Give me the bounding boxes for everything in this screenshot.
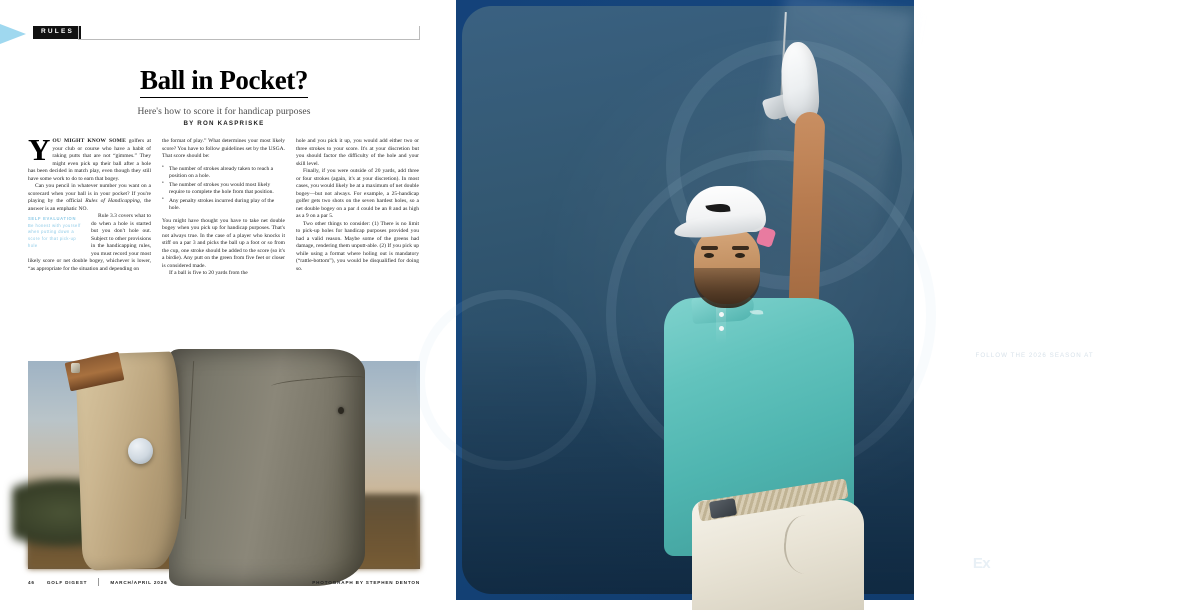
para-head: Can you pencil in whatever number you want on a scorecard when your ball is in your pocket? If you're playing by the official [28, 183, 151, 205]
drop-cap: Y [28, 132, 51, 167]
svg-text:T: T [1024, 300, 1030, 309]
ad-url[interactable]: PGATOUR.COM [1096, 352, 1155, 359]
golfer-eyebrow [732, 246, 749, 250]
lead-smallcaps: OU MIGHT KNOW SOME [52, 138, 126, 144]
photo-belt-buckle [71, 363, 80, 373]
pull-note-title: SELF EVALUATION [28, 216, 77, 222]
pga-tour-logo [1012, 258, 1062, 322]
body-column-3 [296, 138, 419, 350]
golfer-shirt-button [719, 312, 724, 317]
advertisement-page[interactable] [456, 0, 1157, 600]
section-kicker-badge: RULES [33, 26, 81, 39]
body-column-1 [28, 132, 151, 350]
page-title: Ball in Pocket? [140, 66, 308, 98]
ad-subline[interactable] [950, 352, 1180, 359]
body-columns [28, 132, 420, 350]
photo-credit: PHOTOGRAPH BY STEPHEN DENTON [312, 579, 420, 585]
lead-rest: golfers at your club or course who have a habit of raking putts that are not “gimmes.” They might even pick up their ball after a hole has been decided in match play, even though they still have some work to do to earn that bogey. [28, 138, 151, 182]
magazine-name: GOLF DIGEST [46, 579, 88, 585]
svg-text:G: G [1023, 280, 1031, 290]
paragraph: You might have thought you have to take net double bogey when you pick up for handicap purposes. That's not always true. In the case of a player who knocks it stiff on a par 3 and picks the ball up a foot or so from the cup, one stroke should be added to the score (so it's a birdie). Any putt on the green from five feet or closer is considered made. [162, 217, 285, 269]
ad-tagline: WHERE THE BEST BELONG [973, 334, 1157, 348]
headline-block [28, 66, 420, 127]
fedex-logo [948, 556, 1007, 571]
para-tail: , the answer is an emphatic NO. [28, 198, 151, 212]
list-item: • The number of strokes you would most likely require to complete the hole from that position. [162, 182, 285, 197]
paragraph: Two other things to consider: (1) There is no limit to pick-up holes for handicap purposes provided you had a valid reason. Maybe some of the greens had damage, rendering them unputt-able. (2) If you pick up while using a format where holing out is mandatory (“rattle-bottom”), you would be disqualified for doing so. [296, 220, 419, 272]
golfer-eyebrow [701, 246, 718, 250]
page-number: 46 [28, 579, 35, 585]
fedex-ex-text: Ex [972, 555, 991, 572]
golf-tee-icon [993, 557, 1007, 571]
pull-note-body: Be honest with yourself when putting down a score for that pick-up hole [28, 222, 81, 248]
golfer-photo [664, 0, 914, 600]
pull-note [28, 216, 85, 249]
golfer-eye [735, 253, 745, 258]
body-column-2 [162, 138, 285, 350]
editorial-page [0, 0, 456, 600]
paragraph [28, 183, 151, 213]
golfer-eye [704, 253, 714, 258]
page-footer [28, 578, 420, 586]
article-deck: Here's how to score it for handicap purposes [137, 107, 311, 118]
rail-divider [78, 26, 420, 40]
criteria-list [162, 166, 285, 213]
photo-golf-ball [128, 438, 153, 464]
article-photo [28, 361, 420, 569]
article-byline: BY RON KASPRISKE [183, 120, 265, 128]
photo-pocket-button [338, 407, 344, 414]
paragraph: Finally, if you were outside of 20 yards, add three or four strokes (again, it's at your discretion). In most cases, you would likely be at a maximum of net double bogey—but not always. For example, a 25-handicap golfer gets two shots on the seven hardest holes, so a net double bogey on a par 4 could be an 8 and as high as a 9 on a par 5. [296, 168, 419, 220]
golfer-shirt-button [719, 326, 724, 331]
list-item: • Any penalty strokes incurred during play of the hole. [162, 198, 285, 213]
golfer-arm [789, 112, 826, 309]
issue-date: MARCH/APRIL 2026 [110, 579, 168, 585]
paragraph: Rule 3.3 covers what to do when a hole is started but you don't hole out. Subject to other provisions in the handicapping rules, you must record your most likely score or net double bogey, whichever is lower, “as appropriate for the situation and depending on [28, 213, 151, 272]
paragraph: If a ball is five to 20 yards from the [169, 270, 248, 277]
book-title: Rules of Handicapping [85, 198, 140, 205]
svg-text:P: P [1023, 271, 1031, 281]
fedex-fed-text: Fed [948, 555, 973, 572]
arrow-icon [0, 24, 26, 44]
ad-subline-prefix: FOLLOW THE 2026 SEASON AT [975, 352, 1097, 359]
footer-divider [98, 578, 99, 586]
paragraph: the format of play.” What determines your most likely score? You have to follow guidelines set by the USGA. That score should be: [162, 138, 285, 160]
lead-paragraph [28, 132, 151, 183]
paragraph: hole and you pick it up, you would add either two or three strokes to your score. It's at your discretion but you should factor the difficulty of the hole and your skill level. [296, 138, 419, 167]
svg-text:A: A [1023, 289, 1031, 299]
top-rail [0, 22, 456, 46]
svg-text:O: O [1024, 307, 1030, 316]
list-item: • The number of strokes already taken to reach a position on a hole. [162, 166, 285, 181]
